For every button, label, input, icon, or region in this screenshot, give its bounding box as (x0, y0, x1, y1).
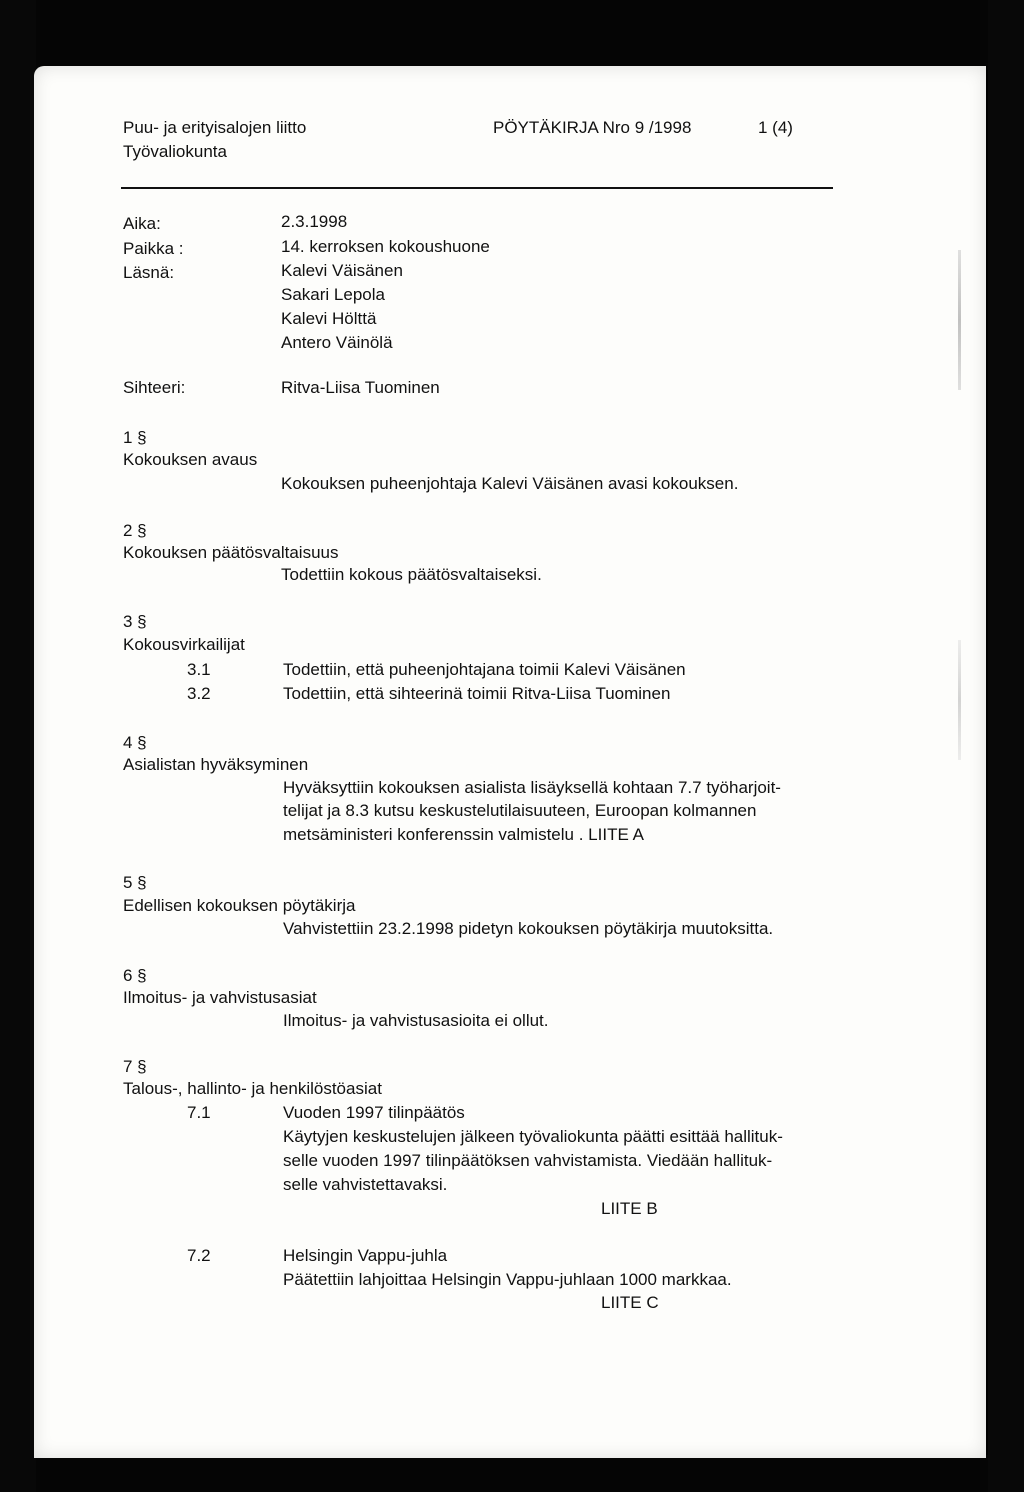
item-text: Todettiin, että puheenjohtajana toimii Kalevi Väisänen (283, 660, 686, 679)
present-member: Sakari Lepola (281, 285, 385, 304)
place-value: 14. kerroksen kokoushuone (281, 237, 490, 256)
scan-border-right (988, 0, 1024, 1492)
attachment-label: LIITE C (601, 1293, 659, 1312)
section-number: 6 § (123, 966, 147, 985)
section-title: Kokousvirkailijat (123, 635, 245, 654)
section-title: Talous-, hallinto- ja henkilöstöasiat (123, 1079, 382, 1098)
paper-edge-mark (958, 250, 961, 390)
section-text: Kokouksen puheenjohtaja Kalevi Väisänen avasi kokouksen. (281, 474, 739, 493)
section-number: 1 § (123, 428, 147, 447)
section-number: 7 § (123, 1057, 147, 1076)
present-label: Läsnä: (123, 263, 175, 282)
item-heading: Vuoden 1997 tilinpäätös (283, 1103, 465, 1122)
section-title: Edellisen kokouksen pöytäkirja (123, 896, 356, 915)
item-text-line: selle vahvistettavaksi. (283, 1175, 448, 1194)
section-title: Asialistan hyväksyminen (123, 755, 309, 774)
present-member: Antero Väinölä (281, 333, 393, 352)
item-text: Todettiin, että sihteerinä toimii Ritva-Liisa Tuominen (283, 684, 671, 703)
header-rule (121, 187, 833, 189)
section-title: Kokouksen päätösvaltaisuus (123, 543, 339, 562)
section-text-line: telijat ja 8.3 kutsu keskustelutilaisuuteen, Euroopan kolmannen (283, 801, 757, 820)
section-text: Todettiin kokous päätösvaltaiseksi. (281, 565, 542, 584)
item-text-line: Käytyjen keskustelujen jälkeen työvaliokunta päätti esittää hallituk- (283, 1127, 783, 1146)
item-text-line: Päätettiin lahjoittaa Helsingin Vappu-juhlaan 1000 markkaa. (283, 1270, 732, 1289)
item-number: 3.1 (187, 660, 211, 679)
section-text: Ilmoitus- ja vahvistusasioita ei ollut. (283, 1011, 549, 1030)
time-value: 2.3.1998 (281, 212, 348, 231)
secretary-value: Ritva-Liisa Tuominen (281, 378, 440, 397)
section-text: Vahvistettiin 23.2.1998 pidetyn kokouksen pöytäkirja muutoksitta. (283, 919, 774, 938)
item-heading: Helsingin Vappu-juhla (283, 1246, 448, 1265)
present-member: Kalevi Hölttä (281, 309, 377, 328)
section-number: 5 § (123, 873, 147, 892)
section-text-line: metsäministeri konferenssin valmistelu . LIITE A (283, 825, 644, 844)
scan-border-left (0, 0, 36, 1492)
item-number: 7.2 (187, 1246, 211, 1265)
paper-edge-mark (958, 640, 961, 760)
section-number: 4 § (123, 733, 147, 752)
scan-border-top (0, 0, 1024, 70)
time-label: Aika: (123, 214, 161, 233)
item-text-line: selle vuoden 1997 tilinpäätöksen vahvistamista. Viedään hallituk- (283, 1151, 773, 1170)
section-title: Kokouksen avaus (123, 450, 258, 469)
attachment-label: LIITE B (601, 1199, 658, 1218)
organization-name: Puu- ja erityisalojen liitto (123, 118, 307, 137)
item-number: 7.1 (187, 1103, 211, 1122)
present-member: Kalevi Väisänen (281, 261, 403, 280)
section-text-line: Hyväksyttiin kokouksen asialista lisäyksellä kohtaan 7.7 työharjoit- (283, 778, 781, 797)
section-title: Ilmoitus- ja vahvistusasiat (123, 988, 317, 1007)
scan-border-bottom (0, 1455, 1024, 1492)
document-title: PÖYTÄKIRJA Nro 9 /1998 (493, 118, 692, 137)
page-number: 1 (4) (758, 118, 793, 137)
place-label: Paikka : (123, 239, 184, 258)
section-number: 3 § (123, 612, 147, 631)
committee-name: Työvaliokunta (123, 142, 227, 161)
secretary-label: Sihteeri: (123, 378, 186, 397)
section-number: 2 § (123, 521, 147, 540)
item-number: 3.2 (187, 684, 211, 703)
